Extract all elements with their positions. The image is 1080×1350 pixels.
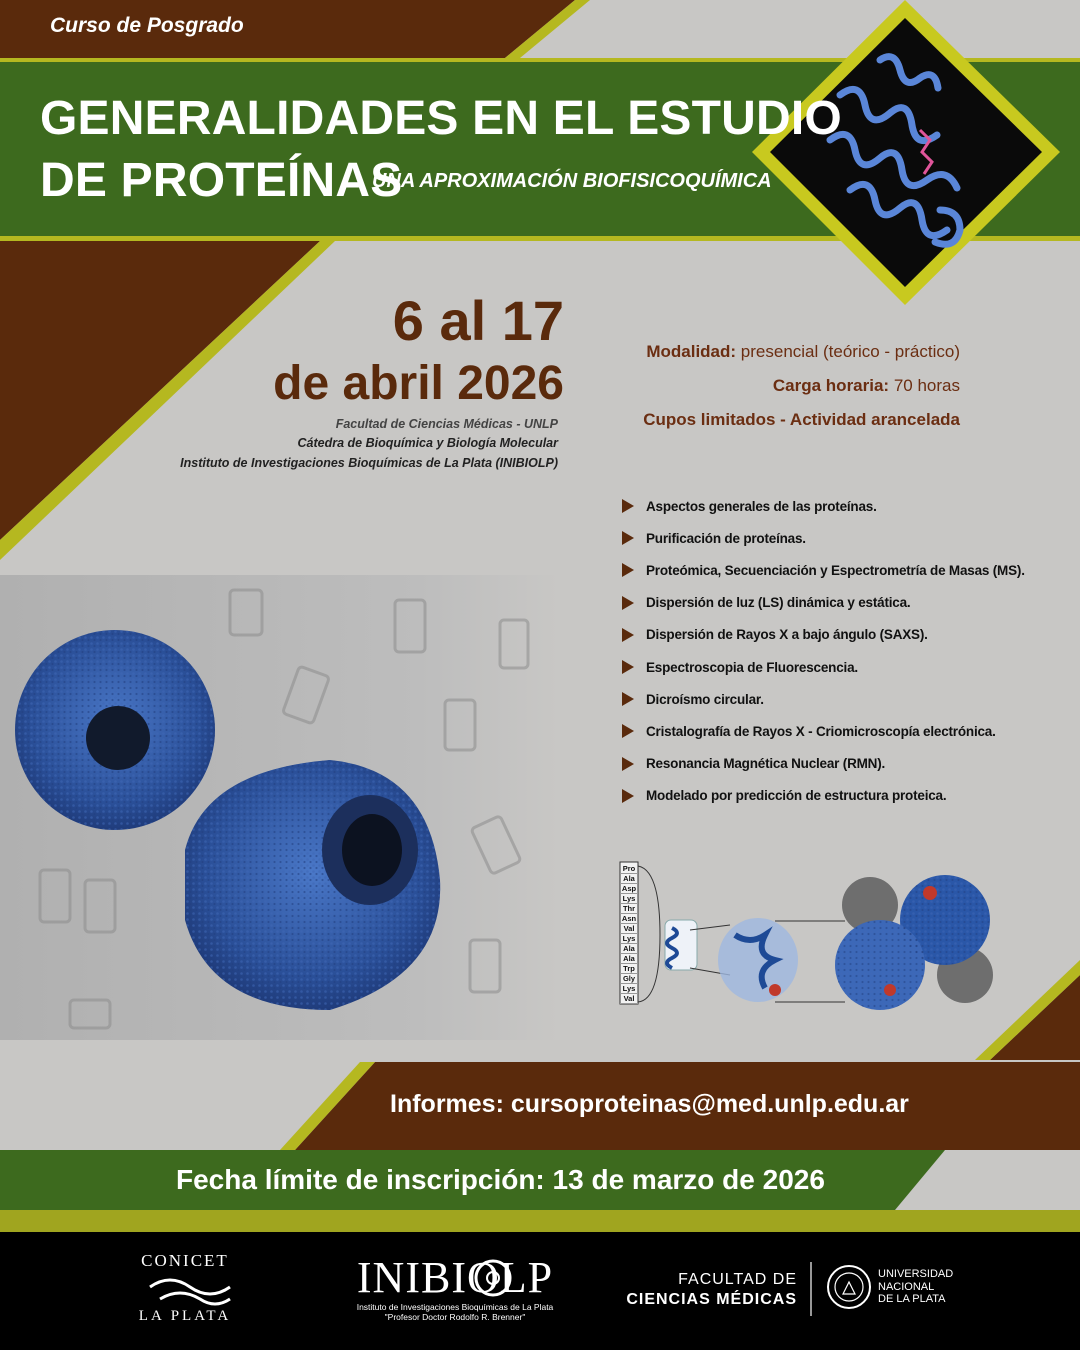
- topics-list: [622, 490, 1025, 812]
- institution-institute: Instituto de Investigaciones Bioquímicas de La Plata (INIBIOLP): [180, 456, 558, 470]
- title-line-1: GENERALIDADES EN EL ESTUDIO: [40, 92, 842, 145]
- sequence-label: Lys: [620, 894, 638, 904]
- arrow-bullet-icon: [622, 724, 634, 738]
- arrow-bullet-icon: [622, 757, 634, 771]
- date-month-year: de abril 2026: [273, 357, 564, 410]
- modalidad-value: presencial (teórico - práctico): [740, 342, 960, 361]
- list-item: Espectroscopia de Fluorescencia.: [622, 651, 1025, 683]
- list-item: Resonancia Magnética Nuclear (RMN).: [622, 748, 1025, 780]
- sequence-label: Pro: [620, 864, 638, 874]
- modalidad-line: [646, 342, 960, 362]
- sequence-label: Asp: [621, 884, 637, 893]
- list-item: Purificación de proteínas.: [622, 522, 1025, 554]
- sequence-label: Val: [620, 994, 638, 1004]
- fcm-logo-line1: FACULTAD DE: [678, 1271, 797, 1288]
- title-line-2: DE PROTEÍNAS: [40, 154, 403, 207]
- sequence-label: Ala: [620, 944, 638, 954]
- contact-email[interactable]: Informes: cursoproteinas@med.unlp.edu.ar: [390, 1090, 909, 1118]
- subtitle: UNA APROXIMACIÓN BIOFISICOQUÍMICA: [372, 170, 772, 192]
- inibiolp-logo-subtext: Instituto de Investigaciones Bioquímicas de La Plata "Profesor Doctor Rodolfo R. Brenner": [356, 1302, 554, 1322]
- list-item: Aspectos generales de las proteínas.: [622, 490, 1025, 522]
- arrow-bullet-icon: [622, 563, 634, 577]
- inibiolp-logo-text: INIBIOLP: [356, 1253, 554, 1302]
- sequence-label: Ala: [620, 874, 638, 884]
- list-item: Proteómica, Secuenciación y Espectrometría de Masas (MS).: [622, 554, 1025, 586]
- sequence-label: Thr: [620, 904, 638, 914]
- arrow-bullet-icon: [622, 692, 634, 706]
- arrow-bullet-icon: [622, 499, 634, 513]
- institution-faculty: Facultad de Ciencias Médicas - UNLP: [335, 417, 558, 431]
- list-item: Cristalografía de Rayos X - Criomicroscopía electrónica.: [622, 715, 1025, 747]
- unlp-logo-text: UNIVERSIDAD NACIONAL DE LA PLATA: [878, 1268, 954, 1305]
- list-item: Modelado por predicción de estructura proteica.: [622, 780, 1025, 812]
- sequence-label: Ala: [620, 954, 638, 964]
- sequence-label: Trp: [620, 964, 638, 974]
- list-item: Dicroísmo circular.: [622, 683, 1025, 715]
- carga-label: Carga horaria:: [772, 376, 890, 395]
- list-item: Dispersión de luz (LS) dinámica y estática.: [622, 587, 1025, 619]
- fcm-logo-line2: CIENCIAS MÉDICAS: [626, 1291, 797, 1308]
- modalidad-label: Modalidad:: [646, 342, 737, 361]
- registration-deadline: Fecha límite de inscripción: 13 de marzo de 2026: [176, 1164, 825, 1195]
- list-item: Dispersión de Rayos X a bajo ángulo (SAXS).: [622, 619, 1025, 651]
- sequence-label: Lys: [620, 934, 638, 944]
- barrel-protein-image: [185, 760, 440, 1010]
- sequence-label: Val: [620, 924, 638, 934]
- institution-chair: Cátedra de Bioquímica y Biología Molecular: [297, 436, 558, 450]
- arrow-bullet-icon: [622, 531, 634, 545]
- date-range: 6 al 17: [392, 289, 564, 352]
- sequence-label: Asn: [621, 914, 637, 923]
- arrow-bullet-icon: [622, 660, 634, 674]
- ring-protein-image: [15, 630, 215, 830]
- cupos-line: Cupos limitados - Actividad arancelada: [643, 410, 960, 429]
- sequence-label: Lys: [620, 984, 638, 994]
- arrow-bullet-icon: [622, 628, 634, 642]
- sequence-label: Gly: [620, 974, 638, 984]
- sequence-labels: [620, 864, 638, 1004]
- page-title: [40, 88, 842, 212]
- conicet-logo-text: CONICET: [141, 1251, 229, 1270]
- carga-value: 70 horas: [893, 376, 960, 395]
- course-kicker: Curso de Posgrado: [50, 14, 244, 37]
- arrow-bullet-icon: [622, 789, 634, 803]
- carga-line: [773, 376, 960, 396]
- arrow-bullet-icon: [622, 596, 634, 610]
- conicet-logo-subtext: LA PLATA: [138, 1308, 232, 1324]
- protein-structure-diagram: [620, 862, 993, 1010]
